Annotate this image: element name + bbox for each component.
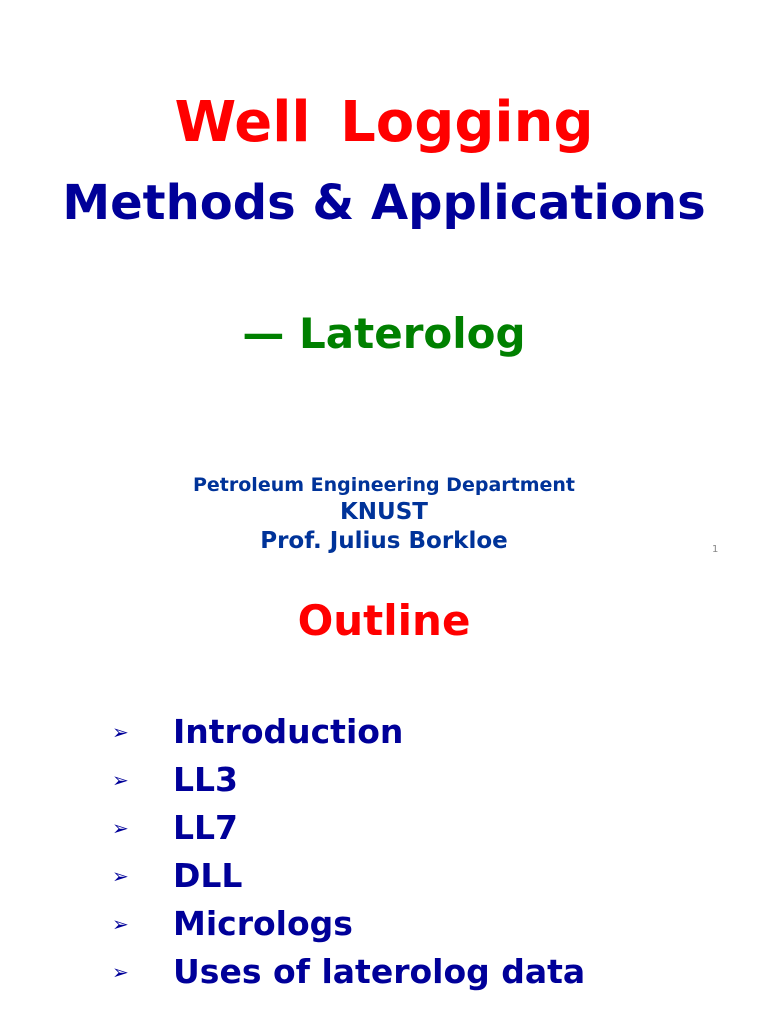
- author-name: Prof. Julius Borkloe: [260, 528, 508, 554]
- outline-item: [0, 708, 768, 756]
- outline-item-text: LL7: [173, 808, 239, 847]
- outline-item-text: Uses of laterolog data: [173, 952, 586, 991]
- page-number: 1: [712, 544, 719, 555]
- slide-title: Well Logging: [174, 90, 594, 155]
- department-name: Petroleum Engineering Department: [192, 474, 576, 496]
- slide-subtitle: Methods & Applications: [62, 175, 706, 231]
- outline-item: [0, 804, 768, 852]
- outline-item-text: Introduction: [173, 712, 404, 751]
- slide-topic: — Laterolog: [242, 309, 526, 358]
- outline-item-text: DLL: [173, 856, 243, 895]
- institution-name: KNUST: [339, 499, 428, 525]
- outline-item-text: LL3: [173, 760, 239, 799]
- arrow-bullet-icon: ➢: [112, 768, 129, 792]
- outline-item-text: Micrologs: [173, 904, 353, 943]
- arrow-bullet-icon: ➢: [112, 864, 129, 888]
- arrow-bullet-icon: ➢: [112, 912, 129, 936]
- arrow-bullet-icon: ➢: [112, 720, 129, 744]
- outline-heading: Outline: [297, 596, 471, 645]
- outline-item: [0, 900, 768, 948]
- outline-item: [0, 756, 768, 804]
- arrow-bullet-icon: ➢: [112, 816, 129, 840]
- outline-list: [0, 708, 768, 996]
- arrow-bullet-icon: ➢: [112, 960, 129, 984]
- outline-item: [0, 948, 768, 996]
- outline-item: [0, 852, 768, 900]
